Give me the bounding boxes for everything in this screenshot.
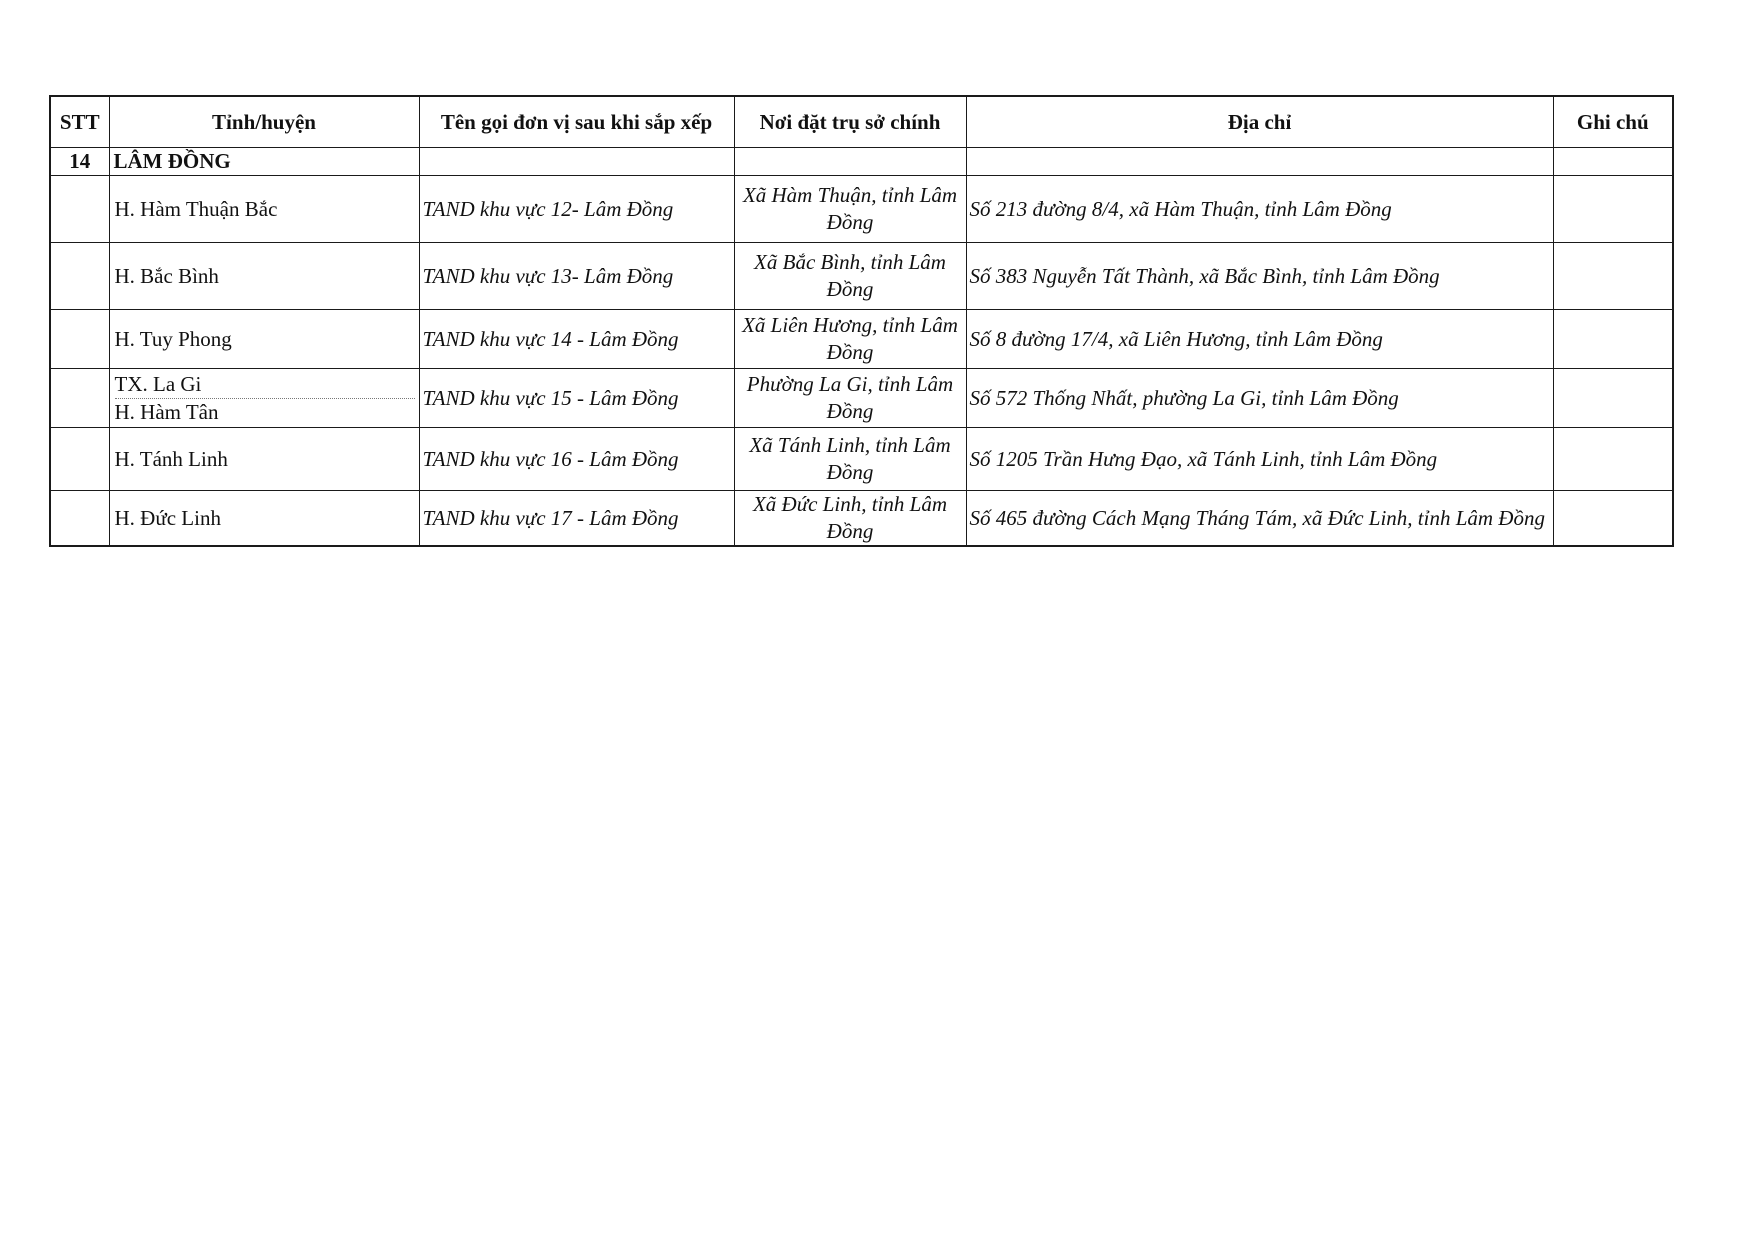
row-unit-name: TAND khu vực 12- Lâm Đồng: [419, 176, 734, 243]
table-body: [50, 148, 1673, 547]
row-note: [1553, 176, 1673, 243]
table-row: [50, 428, 1673, 491]
header-note: Ghi chú: [1553, 96, 1673, 148]
row-address: Số 465 đường Cách Mạng Tháng Tám, xã Đức Linh, tỉnh Lâm Đồng: [966, 491, 1553, 547]
row-note: [1553, 491, 1673, 547]
table-row: [50, 369, 1673, 428]
province-address-cell: [966, 148, 1553, 176]
province-row: [50, 148, 1673, 176]
row-district: H. Đức Linh: [109, 491, 419, 547]
province-note-cell: [1553, 148, 1673, 176]
province-stt: 14: [50, 148, 109, 176]
row-stt: [50, 176, 109, 243]
row-district: TX. La Gi: [115, 371, 415, 399]
row-district: H. Hàm Thuận Bắc: [109, 176, 419, 243]
province-unit-cell: [419, 148, 734, 176]
row-headquarters: Phường La Gi, tỉnh Lâm Đồng: [734, 369, 966, 428]
row-note: [1553, 428, 1673, 491]
row-unit-name: TAND khu vực 16 - Lâm Đồng: [419, 428, 734, 491]
row-district-group: [109, 369, 419, 428]
header-address: Địa chỉ: [966, 96, 1553, 148]
province-name: LÂM ĐỒNG: [109, 148, 419, 176]
table-row: [50, 176, 1673, 243]
table-header: [50, 96, 1673, 148]
row-headquarters: Xã Đức Linh, tỉnh Lâm Đồng: [734, 491, 966, 547]
row-address: Số 1205 Trần Hưng Đạo, xã Tánh Linh, tỉnh Lâm Đồng: [966, 428, 1553, 491]
header-unit-name: Tên gọi đơn vị sau khi sắp xếp: [419, 96, 734, 148]
row-headquarters: Xã Liên Hương, tỉnh Lâm Đồng: [734, 310, 966, 369]
row-unit-name: TAND khu vực 13- Lâm Đồng: [419, 243, 734, 310]
row-stt: [50, 310, 109, 369]
header-district: Tỉnh/huyện: [109, 96, 419, 148]
row-note: [1553, 310, 1673, 369]
header-headquarters: Nơi đặt trụ sở chính: [734, 96, 966, 148]
row-headquarters: Xã Bắc Bình, tỉnh Lâm Đồng: [734, 243, 966, 310]
row-headquarters: Xã Hàm Thuận, tỉnh Lâm Đồng: [734, 176, 966, 243]
row-stt: [50, 491, 109, 547]
row-unit-name: TAND khu vực 15 - Lâm Đồng: [419, 369, 734, 428]
row-address: Số 213 đường 8/4, xã Hàm Thuận, tỉnh Lâm Đồng: [966, 176, 1553, 243]
table-row: [50, 243, 1673, 310]
header-stt: STT: [50, 96, 109, 148]
row-note: [1553, 369, 1673, 428]
row-note: [1553, 243, 1673, 310]
court-units-table: [49, 95, 1674, 547]
row-district: H. Tánh Linh: [109, 428, 419, 491]
table-row: [50, 310, 1673, 369]
row-stt: [50, 243, 109, 310]
row-address: Số 383 Nguyễn Tất Thành, xã Bắc Bình, tỉnh Lâm Đồng: [966, 243, 1553, 310]
row-unit-name: TAND khu vực 17 - Lâm Đồng: [419, 491, 734, 547]
row-address: Số 572 Thống Nhất, phường La Gi, tỉnh Lâm Đồng: [966, 369, 1553, 428]
row-headquarters: Xã Tánh Linh, tỉnh Lâm Đồng: [734, 428, 966, 491]
row-district: H. Tuy Phong: [109, 310, 419, 369]
row-district: H. Bắc Bình: [109, 243, 419, 310]
row-unit-name: TAND khu vực 14 - Lâm Đồng: [419, 310, 734, 369]
row-stt: [50, 428, 109, 491]
header-row: [50, 96, 1673, 148]
row-district: H. Hàm Tân: [114, 399, 219, 424]
province-location-cell: [734, 148, 966, 176]
row-stt: [50, 369, 109, 428]
row-address: Số 8 đường 17/4, xã Liên Hương, tỉnh Lâm Đồng: [966, 310, 1553, 369]
table-row: [50, 491, 1673, 547]
